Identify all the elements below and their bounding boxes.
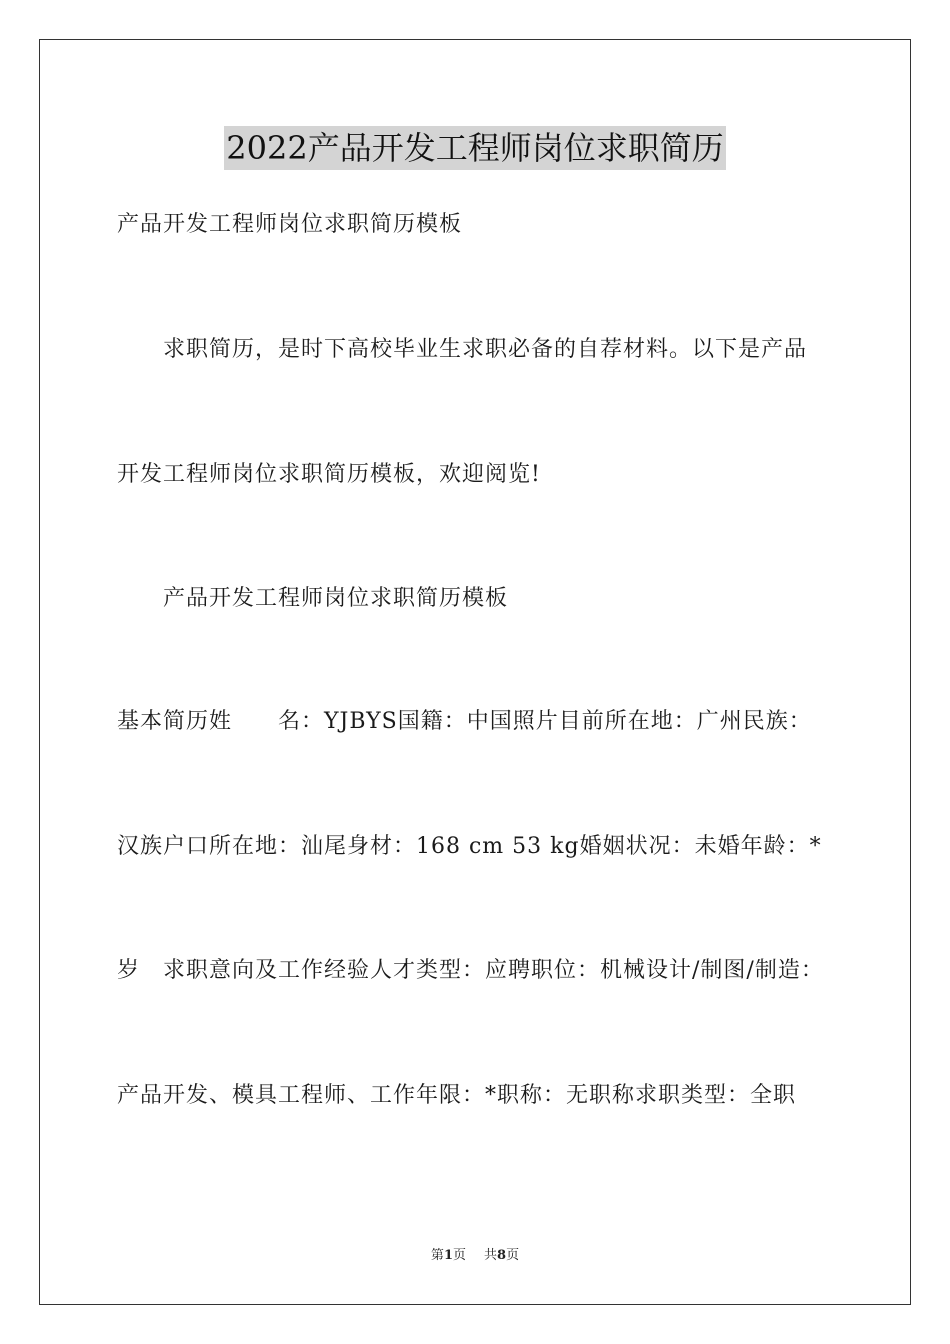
total-prefix: 共	[484, 1248, 498, 1263]
body-line: 产品开发工程师岗位求职简历模板	[163, 586, 509, 611]
page-prefix: 第	[430, 1248, 444, 1263]
body-line: 岁 求职意向及工作经验人才类型：应聘职位：机械设计/制图/制造：	[117, 958, 824, 983]
document-title: 2022产品开发工程师岗位求职简历	[224, 126, 725, 170]
title-container	[0, 126, 950, 170]
total-suffix: 页	[506, 1248, 520, 1263]
page-current: 1	[443, 1248, 453, 1263]
page-total: 8	[497, 1248, 507, 1263]
body-line: 汉族户口所在地：汕尾身材：168 cm 53 kg婚姻状况：未婚年龄：*	[117, 834, 822, 859]
page-suffix: 页	[452, 1248, 466, 1263]
body-line: 产品开发、模具工程师、工作年限：*职称：无职称求职类型：全职	[117, 1083, 797, 1108]
page-footer	[0, 1247, 950, 1265]
body-line: 开发工程师岗位求职简历模板，欢迎阅览!	[117, 462, 541, 487]
body-line: 求职简历，是时下高校毕业生求职必备的自荐材料。以下是产品	[163, 337, 808, 362]
body-line: 基本简历姓 名：YJBYS国籍：中国照片目前所在地：广州民族：	[117, 709, 812, 734]
body-line: 产品开发工程师岗位求职简历模板	[117, 212, 463, 237]
